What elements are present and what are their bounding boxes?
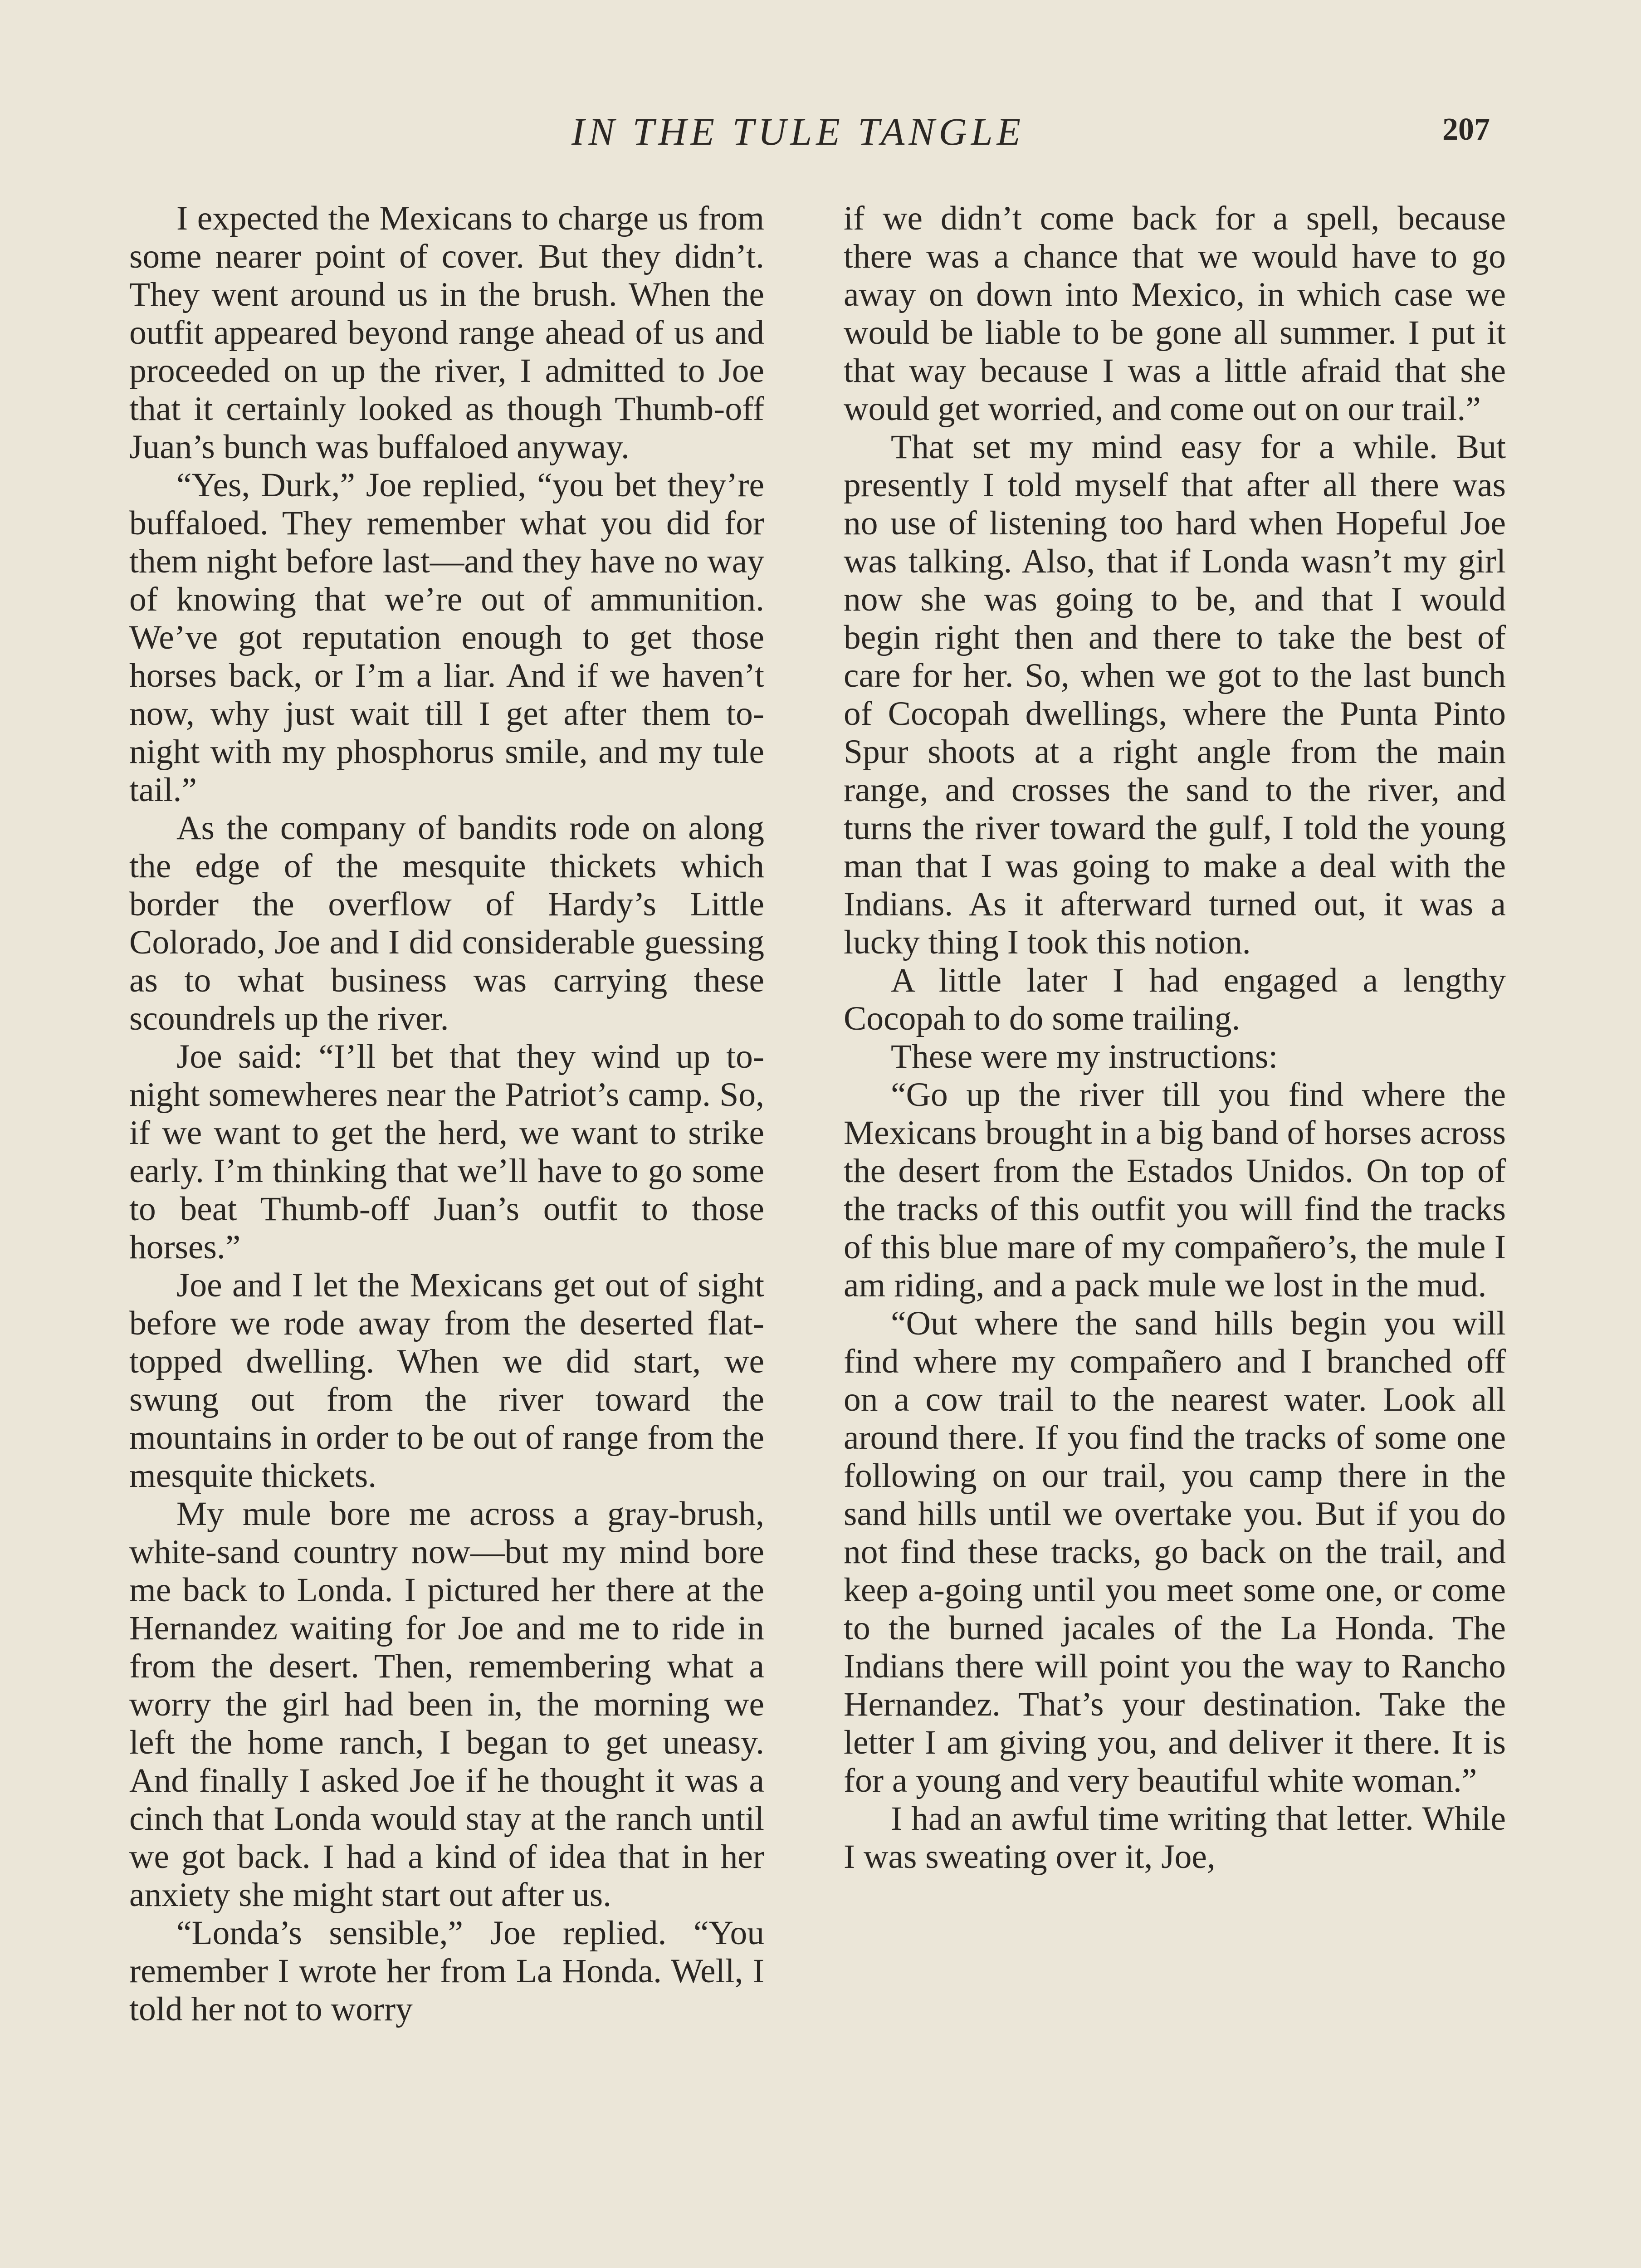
paragraph: A little later I had engaged a lengthy Cocopah to do some trailing.	[844, 962, 1506, 1037]
paragraph: “Londa’s sensible,” Joe replied. “You remember I wrote her from La Honda. Well, I told her not to worry	[129, 1914, 764, 2028]
paragraph: As the company of bandits rode on along the edge of the mesquite thickets which border the overflow of Hardy’s Little Colorado, Joe and I did considerable guessing as to what business was carrying these scoundrels up the river.	[129, 809, 764, 1037]
paragraph: My mule bore me across a gray-brush, white-sand country now—but my mind bore me back to Londa. I pictured her there at the Hernandez waiting for Joe and me to ride in from the desert. Then, remembering what a worry the girl had been in, the morning we left the home ranch, I began to get uneasy. And finally I asked Joe if he thought it was a cinch that Londa would stay at the ranch until we got back. I had a kind of idea that in her anxiety she might start out after us.	[129, 1495, 764, 1914]
right-column	[844, 200, 1506, 2241]
page-header	[0, 109, 1641, 159]
paragraph: Joe said: “I’ll bet that they wind up to-night somewheres near the Patriot’s camp. So, if we want to get the herd, we want to strike early. I’m thinking that we’ll have to go some to beat Thumb-off Juan’s outfit to those horses.”	[129, 1038, 764, 1266]
paragraph: That set my mind easy for a while. But presently I told myself that after all there was no use of listening too hard when Hopeful Joe was talking. Also, that if Londa wasn’t my girl now she was going to be, and that I would begin right then and there to take the best of care for her. So, when we got to the last bunch of Cocopah dwellings, where the Punta Pinto Spur shoots at a right angle from the main range, and crosses the sand to the river, and turns the river toward the gulf, I told the young man that I was going to make a deal with the Indians. As it afterward turned out, it was a lucky thing I took this notion.	[844, 428, 1506, 961]
paragraph: These were my instructions:	[891, 1038, 1278, 1075]
paragraph: Joe and I let the Mexicans get out of sight before we rode away from the deserted flat-topped dwelling. When we did start, we swung out from the river toward the mountains in order to be out of range from the mesquite thickets.	[129, 1266, 764, 1495]
paragraph: “Go up the river till you find where the Mexicans brought in a big band of horses across the desert from the Estados Unidos. On top of the tracks of this outfit you will find the tracks of this blue mare of my compañero’s, the mule I am riding, and a pack mule we lost in the mud.	[844, 1076, 1506, 1304]
running-title: IN THE TULE TANGLE	[571, 110, 1025, 153]
paragraph-continued: if we didn’t come back for a spell, because there was a chance that we would have to go away on down into Mexico, in which case we would be liable to be gone all summer. I put it that way because I was a little afraid that she would get worried, and come out on our trail.”	[844, 200, 1506, 428]
paragraph: I had an awful time writing that letter. While I was sweating over it, Joe,	[844, 1800, 1506, 1876]
paragraph: “Yes, Durk,” Joe replied, “you bet they’re buffaloed. They remember what you did for them night before last—and they have no way of knowing that we’re out of ammunition. We’ve got reputation enough to get those horses back, or I’m a liar. And if we haven’t now, why just wait till I get after them to-night with my phosphorus smile, and my tule tail.”	[129, 466, 764, 809]
left-column	[129, 200, 764, 2241]
paragraph: “Out where the sand hills begin you will find where my compañero and I branched off on a cow trail to the nearest water. Look all around there. If you find the tracks of some one following on our trail, you camp there in the sand hills until we overtake you. But if you do not find these tracks, go back on the trail, and keep a-going until you meet some one, or come to the burned jacales of the La Honda. The Indians there will point you the way to Rancho Hernandez. That’s your destination. Take the letter I am giving you, and deliver it there. It is for a young and very beautiful white woman.”	[844, 1305, 1506, 1799]
page-number: 207	[1442, 112, 1490, 147]
paragraph: I expected the Mexicans to charge us from some nearer point of cover. But they didn’t. They went around us in the brush. When the outfit appeared beyond range ahead of us and proceeded on up the river, I admitted to Joe that it certainly looked as though Thumb-off Juan’s bunch was buffaloed anyway.	[129, 200, 764, 466]
